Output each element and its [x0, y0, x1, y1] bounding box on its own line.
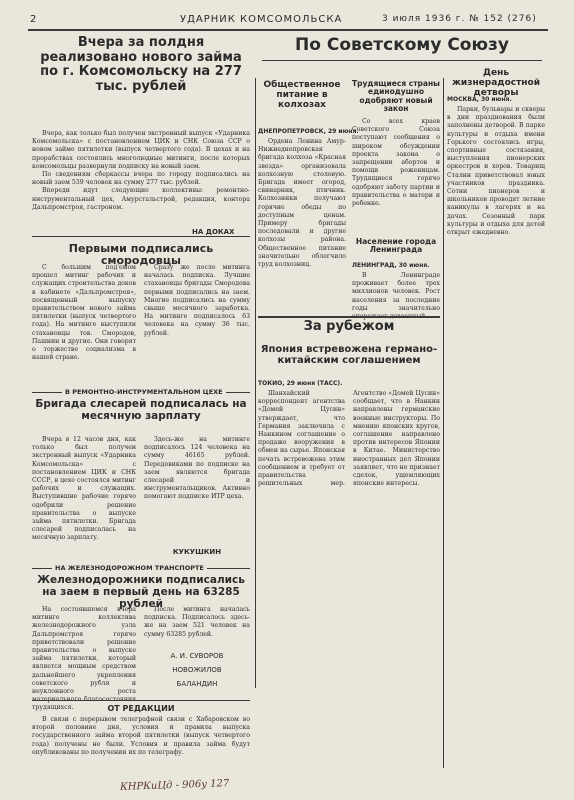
- workers-paragraph: Со всех краев Советского Союза поступают сообщения о широком обсуждении проекта закона о запрещении абортов и помощи роженицам. Трудящиеся горячо одобряют заботу партии и правительства о матери и ребенке.: [352, 118, 440, 208]
- food-text: [258, 138, 346, 308]
- smorodov-right-paragraph: Сразу же после митинга началась подписка. Лучшие стахановцы бригады Смородова первыми подписались на заем. Многие подписались на сумму свыше месячного заработка. На митинге подписалось 63 человека на сумму 36 тыс. рублей.: [144, 264, 250, 337]
- editorial-text: [32, 716, 250, 774]
- masthead-rule: [28, 29, 548, 31]
- children-dateline: МОСКВА, 30 июня.: [447, 96, 512, 103]
- food-headline: Общественное питание в колхозах: [263, 80, 341, 111]
- handwritten-note: КНРКиЦд - 906у 127: [119, 778, 230, 793]
- railway-signature-1: А. И. СУВОРОВ: [170, 652, 224, 660]
- loan-paragraph: По сведениям сберкассы вчера по городу подписались на новый заем 539 человек на сумму 277 тыс. рублей.: [32, 171, 250, 187]
- section-rule: [32, 700, 250, 701]
- repair-headline: Бригада слесарей подписалась на месячную зарплату: [35, 398, 247, 422]
- repair-left-paragraph: Вчера в 12 часов дня, как только был получен экстренный выпуск «Ударника Комсомольска» с постановлением ЦИК и СНК СССР, в цехе состоялся митинг рабочих и служащих. Выступившие рабочие горячо одобрили решение правительства о выпуске займа пятилетки. Бригада слесарей подписалась на месячную зарплату.: [32, 436, 136, 542]
- railway-signature-3: БАЛАНДИН: [176, 680, 218, 688]
- smorodov-left-paragraph: С большим под'емом прошел митинг рабочих и служащих строительства доков в кабинете «Дальпромстроя», посвященный выпуску правительством нового займа пятилетки (выпуск четвертого года). На митинге выступили стахановцы тов. Смородов, Пашнин и другие. Они говорят о торжестве социализма в нашей стране.: [32, 264, 136, 362]
- abroad-paragraph: Шанхайский корреспондент агентства «Домей Цусин» утверждает, что Германия заключила с Нанкином соглашение о продаже вооружения в обмен на сырье. Японская печать встревожена этим сообщением и требует от правительства решительных мер. Агентство «Домей Цусин» сообщает, что в Нанкин направлены германские военные инструкторы. По мнению японских кругов, соглашение направлено против интересов Японии в Китае. Министерство иностранных дел Японии заявляет, что не признает сделок, ущемляющих японские интересы.: [258, 390, 440, 488]
- leningrad-text: [352, 272, 440, 318]
- section-rule: [258, 316, 440, 318]
- repair-dateline: В РЕМОНТНО-ИНСТРУМЕНТАЛЬНОМ ЦЕХЕ: [62, 388, 226, 396]
- railway-right-paragraph: После митинга началась подписка. Подписалось здесь-же на заем 521 человек на сумму 63285 рублей.: [144, 606, 250, 638]
- loan-paragraph: Впереди идут следующие коллективы: ремонтно-инструментальный цех, Амурстальстрой, редакция, контора Дальпромстроя, гастроном.: [32, 187, 250, 211]
- smorodov-headline: Первыми подписались смородовцы: [68, 242, 214, 268]
- railway-text-right: [144, 606, 250, 650]
- repair-signature: КУКУШКИН: [172, 548, 222, 556]
- railway-dateline: НА ЖЕЛЕЗНОДОРОЖНОМ ТРАНСПОРТЕ: [52, 564, 207, 572]
- leningrad-dateline: ЛЕНИНГРАД, 30 июня.: [352, 262, 430, 269]
- abroad-text: [258, 390, 440, 770]
- column-rule: [443, 78, 444, 768]
- editorial-heading: ОТ РЕДАКЦИИ: [107, 704, 175, 713]
- food-paragraph: Ордена Ленина Амур-Нижнеднепровская бригада колхоза «Красная звезда» организовала колхозную столовую. Бригада имеет огород, свинарник, птичник. Колхозники получают горячие обеды по доступным ценам. Примеру бригады последовали и другие колхозы района. Общественное питание значительно облегчило труд колхозниц.: [258, 138, 346, 269]
- workers-text: [352, 118, 440, 248]
- loan-paragraph: Вчера, как только был получен экстренный выпуск «Ударника Комсомольска» с постановлением ЦИК и СНК Союза ССР о новом займе пятилетки (выпуск четвертого года). В цехах и на прорабствах состоялись многолюдные митинги, после которых комсомольцы развернули подписку на новый заем.: [32, 130, 250, 170]
- abroad-dateline: ТОКИО, 29 июня (ТАСС).: [258, 380, 343, 387]
- soviet-union-banner: По Советскому Союзу: [295, 35, 509, 55]
- banner-rule: [262, 60, 542, 61]
- repair-right-paragraph: Здесь-же на митинге подписалось 124 человека на сумму 46165 рублей. Передовиками по подписке на заем являются бригада слесарей и инструментальщиков. Активно помогают подписке ИТР цеха.: [144, 436, 250, 501]
- railway-headline: Железнодорожники подписались на заем в первый день на 63285 рублей: [37, 574, 245, 610]
- loan-article: [32, 130, 250, 230]
- smorodov-dateline: НА ДОКАХ: [192, 228, 235, 236]
- railway-text-left: [32, 606, 136, 712]
- abroad-banner: За рубежом: [303, 319, 395, 334]
- repair-text-right: [144, 436, 250, 542]
- smorodov-text-left: [32, 264, 136, 382]
- column-rule: [255, 78, 256, 688]
- newspaper-name: УДАРНИК КОМСОМОЛЬСКА: [180, 14, 343, 25]
- page-number: 2: [30, 14, 38, 25]
- railway-left-paragraph: На состоявшемся вчера митинге коллектива железнодорожного узла Дальпромстроя горячо приветствовали решение правительства о выпуске займа пятилетки, который является мощным средством дальнейшего укрепления советского рубля и неуклонного роста трудящихся.: [32, 606, 136, 712]
- food-dateline: ДНЕПРОПЕТРОВСК, 29 июня.: [258, 128, 359, 135]
- leningrad-paragraph: В Ленинграде проживает более трех миллионов человек. Рост населения за последние годы значительно: [352, 272, 440, 312]
- children-headline: День жизнерадостной детворы: [451, 68, 541, 99]
- smorodov-text-right: [144, 264, 250, 382]
- repair-text-left: [32, 436, 136, 562]
- children-text: [447, 106, 545, 776]
- loan-headline: Вчера за полдня реализовано нового займа по г. Комсомольску на 277 тыс. рублей: [40, 35, 242, 94]
- issue-date: 3 июля 1936 г. № 152 (276): [382, 14, 537, 24]
- editorial-paragraph: В связи с перерывом телеграфной связи с Хабаровском во второй половине дня, условия и правила выпуска государственного займа второй пятилетки (выпуск четвертого года) получены не были. Условия и правила займа будут опубликованы по получении их по телеграфу.: [32, 716, 250, 756]
- leningrad-headline: Население города Ленинграда: [355, 237, 437, 255]
- section-rule: [32, 236, 250, 237]
- workers-headline: Трудящиеся страны единодушно одобряют новый закон: [352, 79, 440, 114]
- children-paragraph: Парки, бульвары и скверы в дни празднования были заполнены детворой. В парке культуры и отдыха имени Горького состоялись игры, спортивные состязания, выступления пионерских оркестров и хоров. Товарищ Сталин приветствовал юных участников праздника. Сотни пионеров и школьников проводят летние каникулы в лагерях и на дачах. Сезонный парк культуры и отдыха для детей открыт ежедневно.: [447, 106, 545, 237]
- railway-signature-2: НОВОЖИЛОВ: [172, 666, 222, 674]
- abroad-headline: Япония встревожена германо-китайским соглашением: [260, 344, 438, 367]
